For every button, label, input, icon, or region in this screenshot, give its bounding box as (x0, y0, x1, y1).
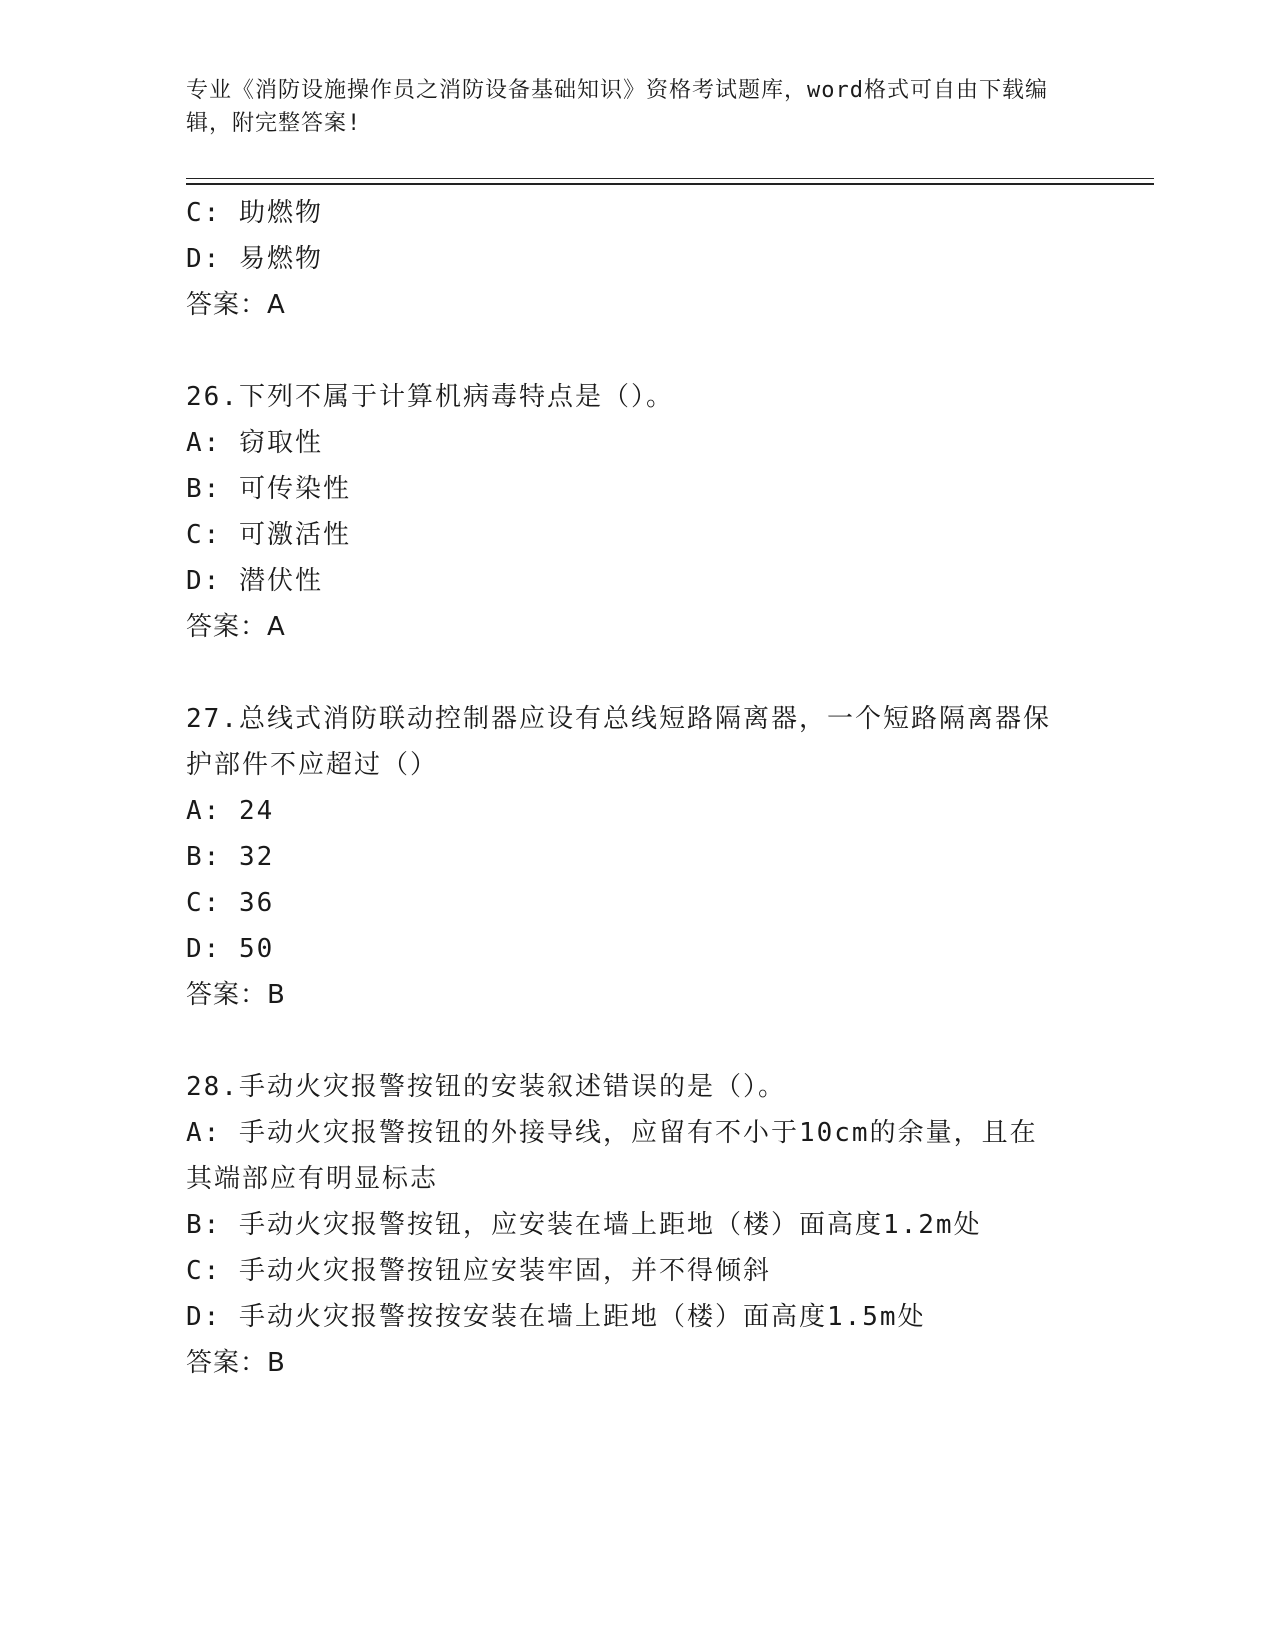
option-text: 36 (238, 888, 275, 918)
answer-value: A (267, 612, 286, 642)
answer-value: B (267, 980, 286, 1010)
option-label: C: (186, 198, 222, 228)
option-label: B: (186, 1210, 222, 1240)
option-label: D: (186, 566, 222, 596)
option-text: 窃取性 (238, 428, 323, 458)
header-divider-thick (186, 183, 1154, 185)
question-28 (186, 1064, 1086, 1386)
question-stem: 26.下列不属于计算机病毒特点是（）。 (186, 382, 674, 412)
question-27 (186, 696, 1086, 1018)
option-text: 手动火灾报警按钮的外接导线，应留有不小于10cm的余量，且在 (238, 1118, 1038, 1148)
option-a-line-2: 其端部应有明显标志 (186, 1164, 439, 1194)
question-list (186, 190, 1086, 1386)
option-text: 手动火灾报警按钮，应安装在墙上距地（楼）面高度1.2m处 (238, 1210, 982, 1240)
option-label: D: (186, 244, 222, 274)
option-b (186, 466, 1086, 512)
option-c (186, 190, 1086, 236)
option-label: C: (186, 1256, 222, 1286)
question-stem-line-2: 护部件不应超过（） (186, 750, 439, 780)
answer-label: 答案： (186, 980, 268, 1010)
option-b (186, 834, 1086, 880)
option-d (186, 236, 1086, 282)
option-label: A: (186, 796, 222, 826)
option-text: 32 (238, 842, 275, 872)
option-label: D: (186, 934, 222, 964)
option-text: 可激活性 (238, 520, 351, 550)
answer-label: 答案： (186, 1348, 268, 1378)
spacer (186, 1018, 1086, 1064)
question-stem: 28.手动火灾报警按钮的安装叙述错误的是（）。 (186, 1072, 786, 1102)
answer-label: 答案： (186, 612, 268, 642)
spacer (186, 328, 1086, 374)
option-label: D: (186, 1302, 222, 1332)
option-text: 易燃物 (238, 244, 323, 274)
option-a (186, 420, 1086, 466)
answer-label: 答案： (186, 290, 268, 320)
option-label: B: (186, 842, 222, 872)
option-text: 可传染性 (238, 474, 351, 504)
answer-line (186, 282, 1086, 328)
option-text: 潜伏性 (238, 566, 323, 596)
answer-value: B (267, 1348, 286, 1378)
page-header (186, 74, 1086, 140)
option-text: 助燃物 (238, 198, 323, 228)
answer-value: A (267, 290, 286, 320)
answer-line (186, 604, 1086, 650)
spacer (186, 650, 1086, 696)
option-text: 手动火灾报警按按安装在墙上距地（楼）面高度1.5m处 (238, 1302, 926, 1332)
option-text: 24 (238, 796, 275, 826)
option-label: A: (186, 428, 222, 458)
answer-line (186, 972, 1086, 1018)
question-stem-line-1: 27.总线式消防联动控制器应设有总线短路隔离器，一个短路隔离器保 (186, 704, 1051, 734)
option-c (186, 512, 1086, 558)
option-label: B: (186, 474, 222, 504)
option-label: C: (186, 888, 222, 918)
question-26 (186, 374, 1086, 650)
option-b (186, 1202, 1086, 1248)
option-d (186, 926, 1086, 972)
option-d (186, 558, 1086, 604)
answer-line (186, 1340, 1086, 1386)
header-text: 专业《消防设施操作员之消防设备基础知识》资格考试题库，word格式可自由下载编辑，附完整答案! (186, 78, 1048, 136)
header-divider-thin (186, 178, 1154, 179)
option-text: 50 (238, 934, 275, 964)
option-a (186, 788, 1086, 834)
option-label: C: (186, 520, 222, 550)
option-a-line-1 (186, 1110, 1086, 1156)
option-d (186, 1294, 1086, 1340)
option-label: A: (186, 1118, 222, 1148)
option-c (186, 1248, 1086, 1294)
previous-question-tail (186, 190, 1086, 328)
option-c (186, 880, 1086, 926)
option-text: 手动火灾报警按钮应安装牢固，并不得倾斜 (238, 1256, 771, 1286)
